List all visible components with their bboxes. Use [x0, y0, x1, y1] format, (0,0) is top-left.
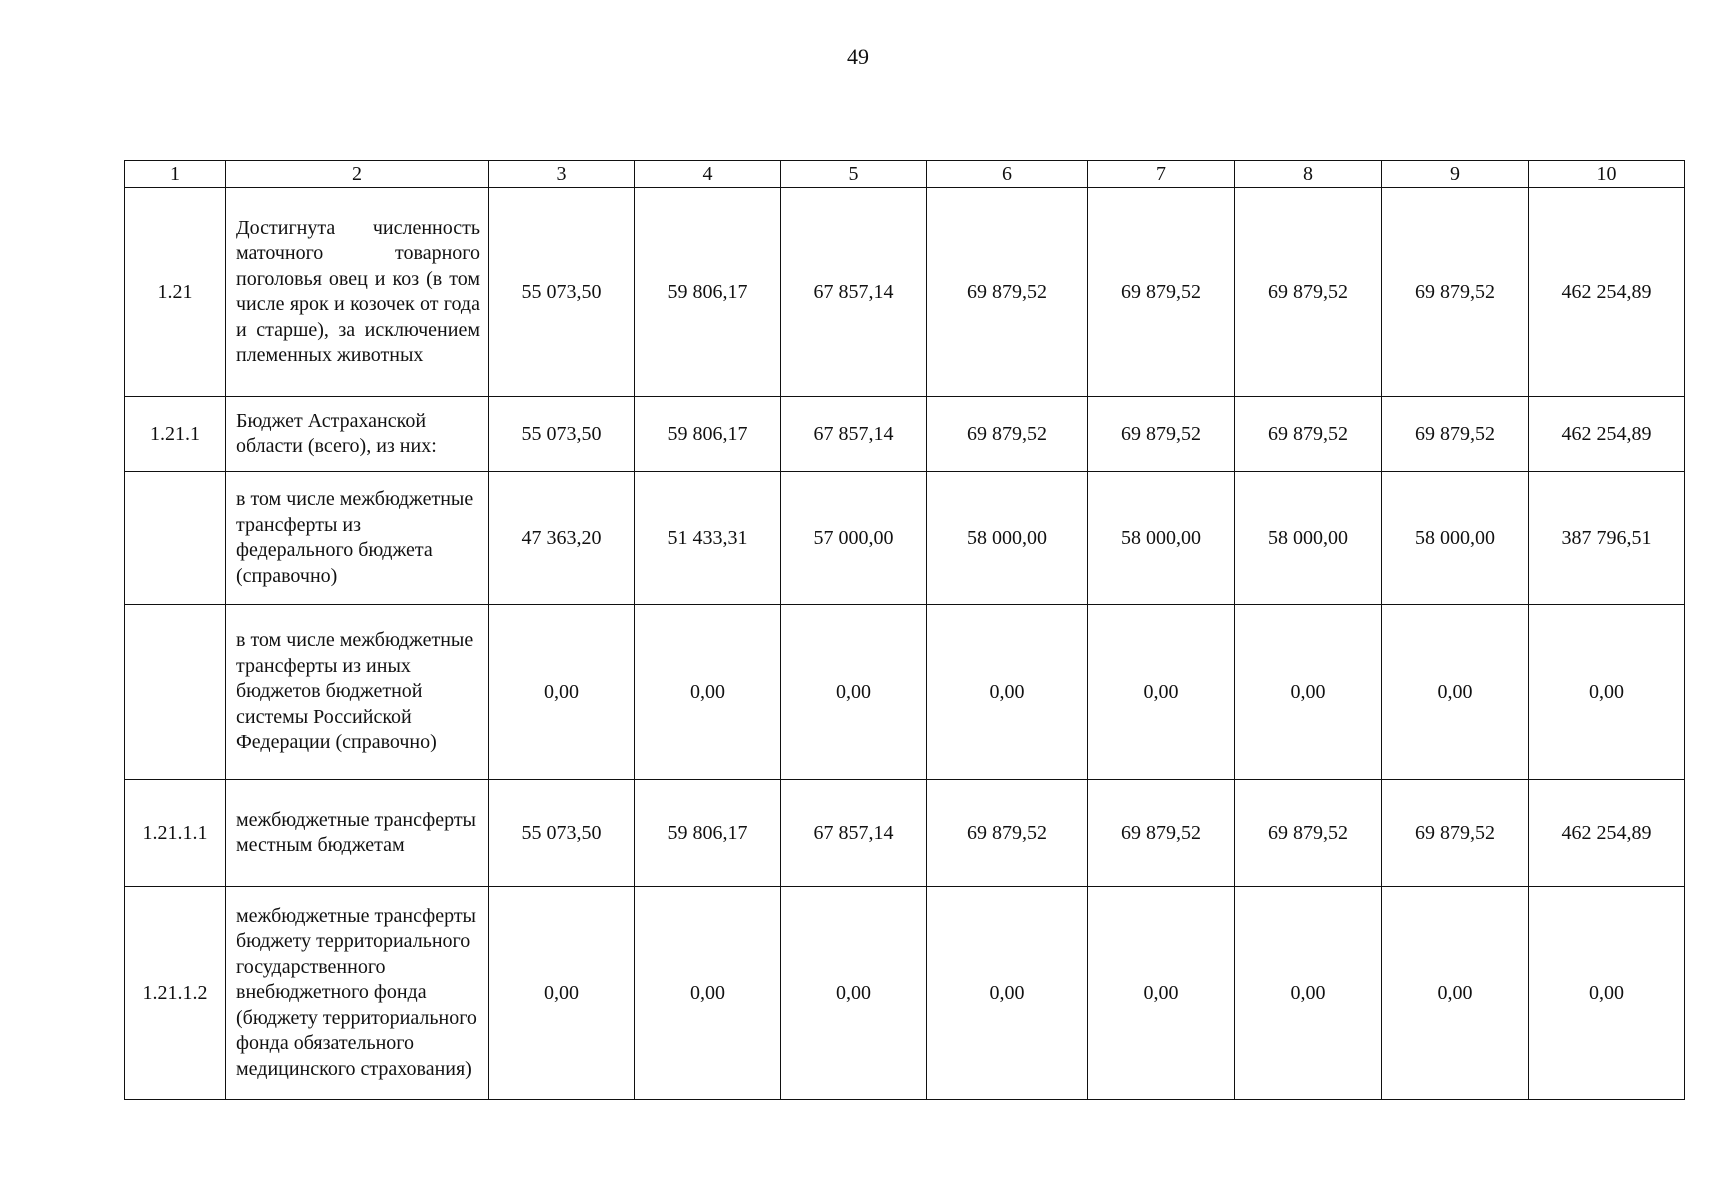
row-code: 1.21.1: [125, 397, 226, 472]
value-cell: 69 879,52: [1382, 188, 1529, 397]
value-cell: 55 073,50: [489, 780, 635, 887]
value-cell: 0,00: [927, 887, 1088, 1100]
value-cell: 0,00: [1088, 887, 1235, 1100]
row-code: 1.21.1.1: [125, 780, 226, 887]
value-cell: 69 879,52: [1382, 397, 1529, 472]
column-header: 2: [226, 161, 489, 188]
value-cell: 69 879,52: [1088, 780, 1235, 887]
value-cell: 59 806,17: [635, 397, 781, 472]
value-cell: 67 857,14: [781, 780, 927, 887]
value-cell: 0,00: [489, 887, 635, 1100]
row-description: межбюджетные трансферты местным бюджетам: [226, 780, 489, 887]
value-cell: 69 879,52: [1088, 397, 1235, 472]
value-cell: 69 879,52: [1382, 780, 1529, 887]
value-cell: 67 857,14: [781, 188, 927, 397]
value-cell: 69 879,52: [927, 188, 1088, 397]
value-cell: 0,00: [635, 887, 781, 1100]
value-cell: 0,00: [1382, 605, 1529, 780]
column-header: 9: [1382, 161, 1529, 188]
table-row: [125, 472, 1685, 605]
row-description: в том числе межбюджетные трансферты из федерального бюджета (справочно): [226, 472, 489, 605]
table-row: [125, 780, 1685, 887]
total-cell: 387 796,51: [1529, 472, 1685, 605]
row-code: 1.21: [125, 188, 226, 397]
value-cell: 69 879,52: [1235, 780, 1382, 887]
column-header: 3: [489, 161, 635, 188]
column-header: 10: [1529, 161, 1685, 188]
value-cell: 69 879,52: [1235, 397, 1382, 472]
value-cell: 58 000,00: [1235, 472, 1382, 605]
table-row: [125, 605, 1685, 780]
row-code: [125, 605, 226, 780]
row-code: [125, 472, 226, 605]
value-cell: 69 879,52: [1235, 188, 1382, 397]
value-cell: 0,00: [489, 605, 635, 780]
total-cell: 462 254,89: [1529, 780, 1685, 887]
value-cell: 0,00: [1235, 887, 1382, 1100]
value-cell: 55 073,50: [489, 397, 635, 472]
value-cell: 0,00: [1235, 605, 1382, 780]
header-row: [125, 161, 1685, 188]
value-cell: 59 806,17: [635, 780, 781, 887]
value-cell: 55 073,50: [489, 188, 635, 397]
row-description: в том числе межбюджетные трансферты из иных бюджетов бюджетной системы Российской Федерации (справочно): [226, 605, 489, 780]
value-cell: 51 433,31: [635, 472, 781, 605]
total-cell: 0,00: [1529, 887, 1685, 1100]
value-cell: 0,00: [1382, 887, 1529, 1100]
page-number: 49: [847, 44, 869, 69]
column-header: 8: [1235, 161, 1382, 188]
value-cell: 0,00: [635, 605, 781, 780]
value-cell: 69 879,52: [1088, 188, 1235, 397]
value-cell: 58 000,00: [1382, 472, 1529, 605]
total-cell: 0,00: [1529, 605, 1685, 780]
value-cell: 69 879,52: [927, 780, 1088, 887]
total-cell: 462 254,89: [1529, 188, 1685, 397]
value-cell: 0,00: [781, 605, 927, 780]
row-code: 1.21.1.2: [125, 887, 226, 1100]
table-row: [125, 887, 1685, 1100]
value-cell: 47 363,20: [489, 472, 635, 605]
budget-table: [124, 160, 1685, 1100]
column-header: 6: [927, 161, 1088, 188]
table-row: [125, 188, 1685, 397]
total-cell: 462 254,89: [1529, 397, 1685, 472]
value-cell: 0,00: [781, 887, 927, 1100]
value-cell: 58 000,00: [927, 472, 1088, 605]
value-cell: 0,00: [927, 605, 1088, 780]
value-cell: 0,00: [1088, 605, 1235, 780]
column-header: 7: [1088, 161, 1235, 188]
value-cell: 67 857,14: [781, 397, 927, 472]
value-cell: 69 879,52: [927, 397, 1088, 472]
table-row: [125, 397, 1685, 472]
row-description: межбюджетные трансферты бюджету территориального государственного внебюджетного фонда (бюджету территориального фонда обязательного медицинского страхования): [226, 887, 489, 1100]
column-header: 4: [635, 161, 781, 188]
column-header: 5: [781, 161, 927, 188]
column-header: 1: [125, 161, 226, 188]
value-cell: 59 806,17: [635, 188, 781, 397]
value-cell: 58 000,00: [1088, 472, 1235, 605]
row-description: Бюджет Астраханской области (всего), из них:: [226, 397, 489, 472]
row-description: Достигнута численность маточного товарного поголовья овец и коз (в том числе ярок и козочек от года и старше), за исключением племенных животных: [226, 188, 489, 397]
value-cell: 57 000,00: [781, 472, 927, 605]
